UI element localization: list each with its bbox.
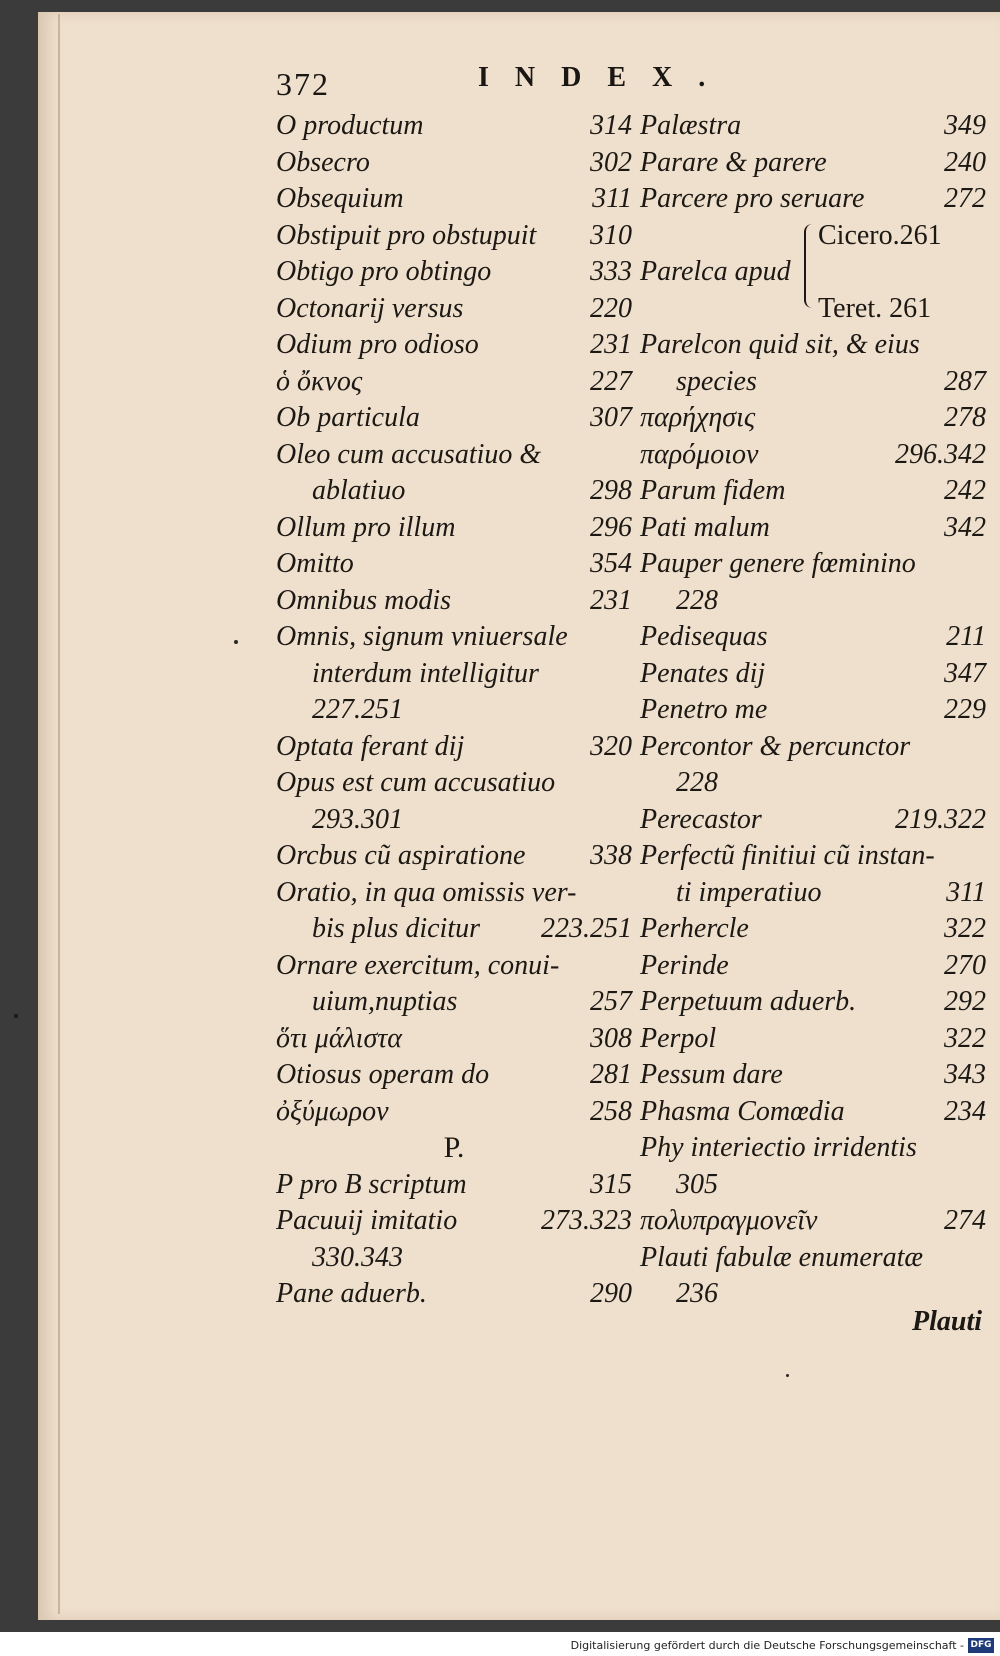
index-term: Obsequium xyxy=(276,183,404,214)
index-entry xyxy=(640,437,986,474)
page-speck xyxy=(234,640,238,644)
index-entry xyxy=(276,911,632,948)
index-entry xyxy=(640,145,986,182)
index-page-ref: 343 xyxy=(944,1059,986,1090)
index-page-ref: 349 xyxy=(944,110,986,141)
index-term: Omitto xyxy=(276,548,354,579)
index-entry xyxy=(640,1094,986,1131)
index-entry xyxy=(640,254,986,291)
index-page-ref: 290 xyxy=(590,1278,632,1309)
section-letter: P. xyxy=(443,1131,465,1164)
index-term: Optata ferant dij xyxy=(276,730,465,762)
index-entry xyxy=(276,1094,632,1131)
index-entry xyxy=(640,911,986,948)
index-term: παρήχησις xyxy=(640,402,756,433)
dfg-logo: DFG xyxy=(968,1638,994,1653)
index-page-ref: 322 xyxy=(944,1022,986,1054)
index-term: Penates dij xyxy=(640,657,766,689)
index-term: Penetro me xyxy=(640,694,768,725)
index-entry xyxy=(276,546,632,583)
index-term: Ollum pro illum xyxy=(276,511,456,543)
index-page-ref: 347 xyxy=(944,657,986,689)
index-page-ref: 211 xyxy=(946,621,986,652)
brace-reference-text: Teret. 261 xyxy=(818,292,932,324)
index-term: 330.343 xyxy=(312,1241,403,1273)
index-entry xyxy=(640,546,986,583)
index-column-right xyxy=(640,108,986,1313)
index-entry xyxy=(640,984,986,1021)
index-column-left xyxy=(276,108,632,1313)
index-page-ref: 220 xyxy=(590,292,632,324)
index-page-ref: 219.322 xyxy=(895,803,986,835)
index-term: Obsecro xyxy=(276,146,370,178)
index-page-ref: 281 xyxy=(590,1059,632,1090)
index-page-ref: 270 xyxy=(944,949,986,981)
index-page-ref: 273.323 xyxy=(541,1205,632,1236)
index-entry xyxy=(640,108,986,145)
index-term: Oleo cum accusatiuo & xyxy=(276,438,542,470)
index-entry xyxy=(276,984,632,1021)
index-term: Opus est cum accusatiuo xyxy=(276,767,556,798)
index-entry xyxy=(640,1057,986,1094)
index-term: Perhercle xyxy=(640,913,749,944)
index-page-ref: 234 xyxy=(944,1095,986,1127)
index-page-ref: 311 xyxy=(592,183,632,214)
index-entry xyxy=(276,692,632,729)
index-page-ref: 298 xyxy=(590,475,632,506)
index-page-ref: 322 xyxy=(944,913,986,944)
index-term: Perinde xyxy=(640,949,729,981)
index-term: Obtigo pro obtingo xyxy=(276,256,492,287)
index-entry xyxy=(276,145,632,182)
index-entry xyxy=(276,510,632,547)
index-page-ref: 302 xyxy=(590,146,632,178)
index-term: Pessum dare xyxy=(640,1059,783,1090)
index-entry xyxy=(276,327,632,364)
index-term: παρόμοιον xyxy=(640,438,759,470)
index-entry xyxy=(276,1203,632,1240)
index-entry xyxy=(640,510,986,547)
page-header xyxy=(0,58,1000,102)
index-page-ref: 314 xyxy=(590,110,632,141)
page-speck xyxy=(786,1374,789,1377)
index-entry xyxy=(276,948,632,985)
index-term: Pacuuij imitatio xyxy=(276,1205,458,1236)
index-term: Phasma Comœdia xyxy=(640,1095,845,1127)
index-page-ref: 274 xyxy=(944,1205,986,1236)
index-page-ref: 278 xyxy=(944,402,986,433)
index-entry xyxy=(640,619,986,656)
index-term: species xyxy=(676,365,757,397)
index-entry xyxy=(640,948,986,985)
index-entry xyxy=(276,291,632,328)
page-gutter-edge xyxy=(58,14,60,1614)
index-term: bis plus dicitur xyxy=(312,913,481,944)
index-term: Perpetuum aduerb. xyxy=(640,986,857,1017)
index-term: Pati malum xyxy=(640,511,770,543)
catchword: Plauti xyxy=(911,1306,982,1337)
index-page-ref: 258 xyxy=(590,1095,632,1127)
brace-reference-text: Cicero.261 xyxy=(818,219,942,251)
brace-reference xyxy=(640,291,986,328)
index-page-ref: 307 xyxy=(590,402,632,433)
index-entry xyxy=(640,1167,986,1204)
index-entry xyxy=(276,1021,632,1058)
index-page-ref: 354 xyxy=(590,548,632,579)
running-title: INDEX. xyxy=(478,62,732,93)
index-page-ref: 223.251 xyxy=(541,913,632,944)
index-term: ablatiuo xyxy=(312,475,406,506)
index-term: Parcere pro seruare xyxy=(640,183,865,214)
index-entry xyxy=(640,692,986,729)
index-term: Odium pro odioso xyxy=(276,329,479,360)
index-entry xyxy=(276,838,632,875)
index-page-ref: 227 xyxy=(590,365,632,397)
digitization-footer xyxy=(0,1632,1000,1656)
index-entry xyxy=(276,473,632,510)
index-entry xyxy=(276,108,632,145)
index-entry xyxy=(276,875,632,912)
index-page-ref: 231 xyxy=(590,584,632,616)
index-page-ref: 296 xyxy=(590,511,632,543)
page-speck xyxy=(14,1014,18,1018)
index-term: Parum fidem xyxy=(640,475,786,506)
index-term: Perpol xyxy=(640,1022,717,1054)
index-entry xyxy=(276,400,632,437)
index-term: uium,nuptias xyxy=(312,986,458,1017)
index-entry xyxy=(276,364,632,401)
index-term: πολυπραγμονεῖν xyxy=(640,1205,818,1236)
index-term: ὁ ὄκνος xyxy=(276,365,363,397)
index-page-ref: 308 xyxy=(590,1022,632,1054)
index-entry xyxy=(640,1240,986,1277)
index-entry xyxy=(276,656,632,693)
index-entry xyxy=(276,1240,632,1277)
index-term: O productum xyxy=(276,110,424,141)
index-entry xyxy=(640,765,986,802)
index-entry xyxy=(640,838,986,875)
index-entry xyxy=(276,181,632,218)
index-term: Palæstra xyxy=(640,110,742,141)
index-page-ref: 296.342 xyxy=(895,438,986,470)
index-entry xyxy=(640,473,986,510)
index-entry xyxy=(276,729,632,766)
index-page-ref: 342 xyxy=(944,511,986,543)
index-term: Perfectũ finitiui cũ instan- xyxy=(640,840,935,871)
index-entry xyxy=(640,656,986,693)
index-term: ὀξύμωρον xyxy=(276,1095,389,1127)
index-entry xyxy=(640,1130,986,1167)
index-page-ref: 315 xyxy=(590,1168,632,1200)
index-page-ref: 257 xyxy=(590,986,632,1017)
index-entry xyxy=(276,802,632,839)
index-entry xyxy=(276,254,632,291)
index-term: 228 xyxy=(676,767,718,798)
index-page-ref: 231 xyxy=(590,329,632,360)
index-term: Pauper genere fœminino xyxy=(640,548,916,579)
index-entry xyxy=(276,619,632,656)
index-page-ref: 310 xyxy=(590,219,632,251)
index-term: Ob particula xyxy=(276,402,420,433)
index-term: ὅτι μάλιστα xyxy=(276,1022,402,1054)
index-term: Ornare exercitum, conui- xyxy=(276,949,560,981)
index-term: Parelcon quid sit, & eius xyxy=(640,329,920,360)
footer-credit: Digitalisierung gefördert durch die Deutsche Forschungsgemeinschaft - xyxy=(570,1639,964,1652)
index-page-ref: 272 xyxy=(944,183,986,214)
index-term: 305 xyxy=(676,1168,718,1200)
index-entry xyxy=(640,1203,986,1240)
index-entry xyxy=(276,1057,632,1094)
index-entry xyxy=(640,875,986,912)
index-term: Omnibus modis xyxy=(276,584,452,616)
index-term: Oratio, in qua omissis ver- xyxy=(276,876,577,908)
index-entry xyxy=(640,181,986,218)
index-page-ref: 333 xyxy=(590,256,632,287)
brace-reference xyxy=(640,218,986,255)
index-page-ref: 242 xyxy=(944,475,986,506)
index-page-ref: 240 xyxy=(944,146,986,178)
index-term: Orcbus cũ aspiratione xyxy=(276,840,526,871)
index-entry xyxy=(640,400,986,437)
page-number: 372 xyxy=(276,66,330,102)
index-entry xyxy=(276,1276,632,1313)
index-term: Parelca apud xyxy=(640,256,791,287)
index-page-ref: 287 xyxy=(944,365,986,397)
index-term: Obstipuit pro obstupuit xyxy=(276,219,537,251)
index-term: Phy interiectio irridentis xyxy=(640,1132,917,1163)
index-entry xyxy=(640,802,986,839)
index-entry xyxy=(276,437,632,474)
index-term: ti imperatiuo xyxy=(676,876,822,908)
index-entry xyxy=(640,1021,986,1058)
index-term: 293.301 xyxy=(312,803,403,835)
index-page-ref: 311 xyxy=(946,876,986,908)
index-term: 228 xyxy=(676,584,718,616)
index-page-ref: 320 xyxy=(590,730,632,762)
index-entry xyxy=(276,583,632,620)
index-term: Parare & parere xyxy=(640,146,827,178)
index-entry xyxy=(276,1167,632,1204)
index-entry xyxy=(276,765,632,802)
index-term: 227.251 xyxy=(312,694,403,725)
index-term: Octonarij versus xyxy=(276,292,464,324)
index-page-ref: 338 xyxy=(590,840,632,871)
index-term: Pane aduerb. xyxy=(276,1278,427,1309)
index-term: Otiosus operam do xyxy=(276,1059,490,1090)
index-term: Perecastor xyxy=(640,803,762,835)
index-term: P pro B scriptum xyxy=(276,1168,467,1200)
index-entry xyxy=(640,583,986,620)
index-page-ref: 229 xyxy=(944,694,986,725)
index-entry xyxy=(640,327,986,364)
index-term: Pedisequas xyxy=(640,621,768,652)
index-entry xyxy=(640,364,986,401)
index-term: Percontor & percunctor xyxy=(640,730,911,762)
index-page-ref: 292 xyxy=(944,986,986,1017)
index-term: interdum intelligitur xyxy=(312,657,539,689)
index-term: 236 xyxy=(676,1278,718,1309)
index-entry xyxy=(640,729,986,766)
index-term: Plauti fabulæ enumeratæ xyxy=(640,1241,924,1273)
index-entry xyxy=(276,218,632,255)
index-term: Omnis, signum vniuersale xyxy=(276,621,568,652)
